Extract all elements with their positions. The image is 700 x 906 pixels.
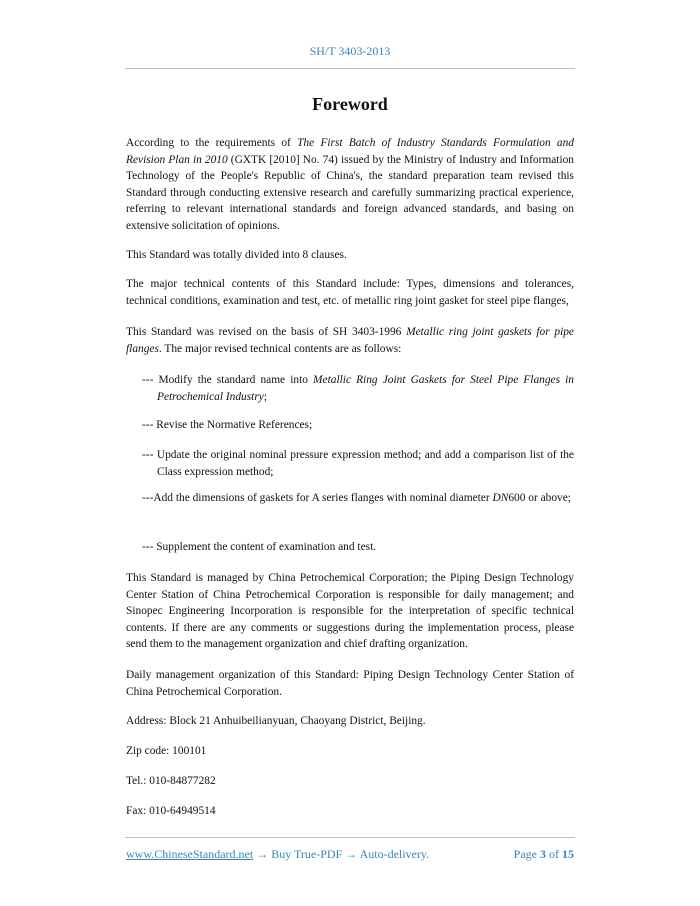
- text: --- Modify the standard name into: [142, 374, 314, 386]
- current-page: 3: [540, 847, 546, 861]
- standard-name: Metallic Ring Joint Gaskets for Steel Pipe Flanges in Petrochemical Industry: [157, 374, 575, 403]
- dn-symbol: DN: [492, 492, 509, 504]
- text: This Standard was revised on the basis of SH 3403-1996: [126, 326, 407, 338]
- text: . The major revised technical contents are as follows:: [158, 342, 402, 355]
- list-item: --- Revise the Normative References;: [142, 419, 313, 431]
- list-item: --- Supplement the content of examination and test.: [142, 541, 377, 553]
- document-id-header: SH/T 3403-2013: [309, 44, 391, 58]
- total-pages: 15: [562, 847, 574, 861]
- paragraph-daily-management: Daily management organization of this Standard: Piping Design Technology Center Station of China Petrochemical Corporation.: [126, 669, 574, 698]
- zip-code: Zip code: 100101: [126, 745, 207, 757]
- paragraph-revision: [126, 324, 574, 357]
- page-label: Page: [513, 847, 537, 861]
- text: ---Add the dimensions of gaskets for A series flanges with nominal diameter: [142, 492, 493, 504]
- of-label: of: [549, 847, 559, 861]
- promo-text: → Buy True-PDF → Auto-delivery.: [253, 847, 430, 861]
- fax: Fax: 010-64949514: [126, 805, 216, 817]
- standard-title: Metallic ring joint gaskets for pipe flanges: [126, 326, 574, 355]
- list-item: [142, 490, 574, 507]
- website-link[interactable]: www.ChineseStandard.net: [126, 847, 254, 861]
- paragraph-clauses: This Standard was totally divided into 8 clauses.: [126, 249, 347, 261]
- telephone: Tel.: 010-84877282: [126, 775, 216, 787]
- text: 600 or above;: [508, 492, 571, 504]
- footer: [126, 847, 574, 862]
- text: ;: [263, 390, 267, 403]
- footer-divider: [125, 837, 575, 838]
- header-divider: [125, 68, 575, 69]
- paragraph-intro: [126, 135, 574, 235]
- page-title: Foreword: [312, 94, 388, 114]
- text: (GXTK [2010] No. 74) issued by the Ministry of Industry and Information Technology of the People's Republic of China's, the standard preparation team revised this Standard through conducting extensive research and carefully summarizing practical experience, referring to relevant international standards and foreign advanced standards, and basing on extensive solicitation of opinions.: [126, 153, 574, 232]
- plan-title: The First Batch of Industry Standards Formulation and Revision Plan in 2010: [126, 137, 574, 166]
- paragraph-contents: The major technical contents of this Standard include: Types, dimensions and tolerances, technical conditions, examination and test, etc. of metallic ring joint gasket for steel pipe flanges,: [126, 278, 574, 307]
- list-item: [142, 372, 574, 405]
- text: According to the requirements of: [126, 137, 298, 149]
- paragraph-management: This Standard is managed by China Petrochemical Corporation; the Piping Design Technology Center Station of China Petrochemical Corporation is responsible for daily management; and Sinopec Engineering Incorporation is responsible for the interpretation of specific technical contents. If there are any comments or suggestions during the implementation process, please send them to the management organization and chief drafting organization.: [126, 572, 574, 651]
- page-number: [514, 847, 574, 862]
- address: Address: Block 21 Anhuibeilianyuan, Chaoyang District, Beijing.: [126, 715, 426, 727]
- list-item: --- Update the original nominal pressure expression method; and add a comparison list of the Class expression method;: [142, 449, 574, 478]
- footer-promo: [126, 847, 429, 862]
